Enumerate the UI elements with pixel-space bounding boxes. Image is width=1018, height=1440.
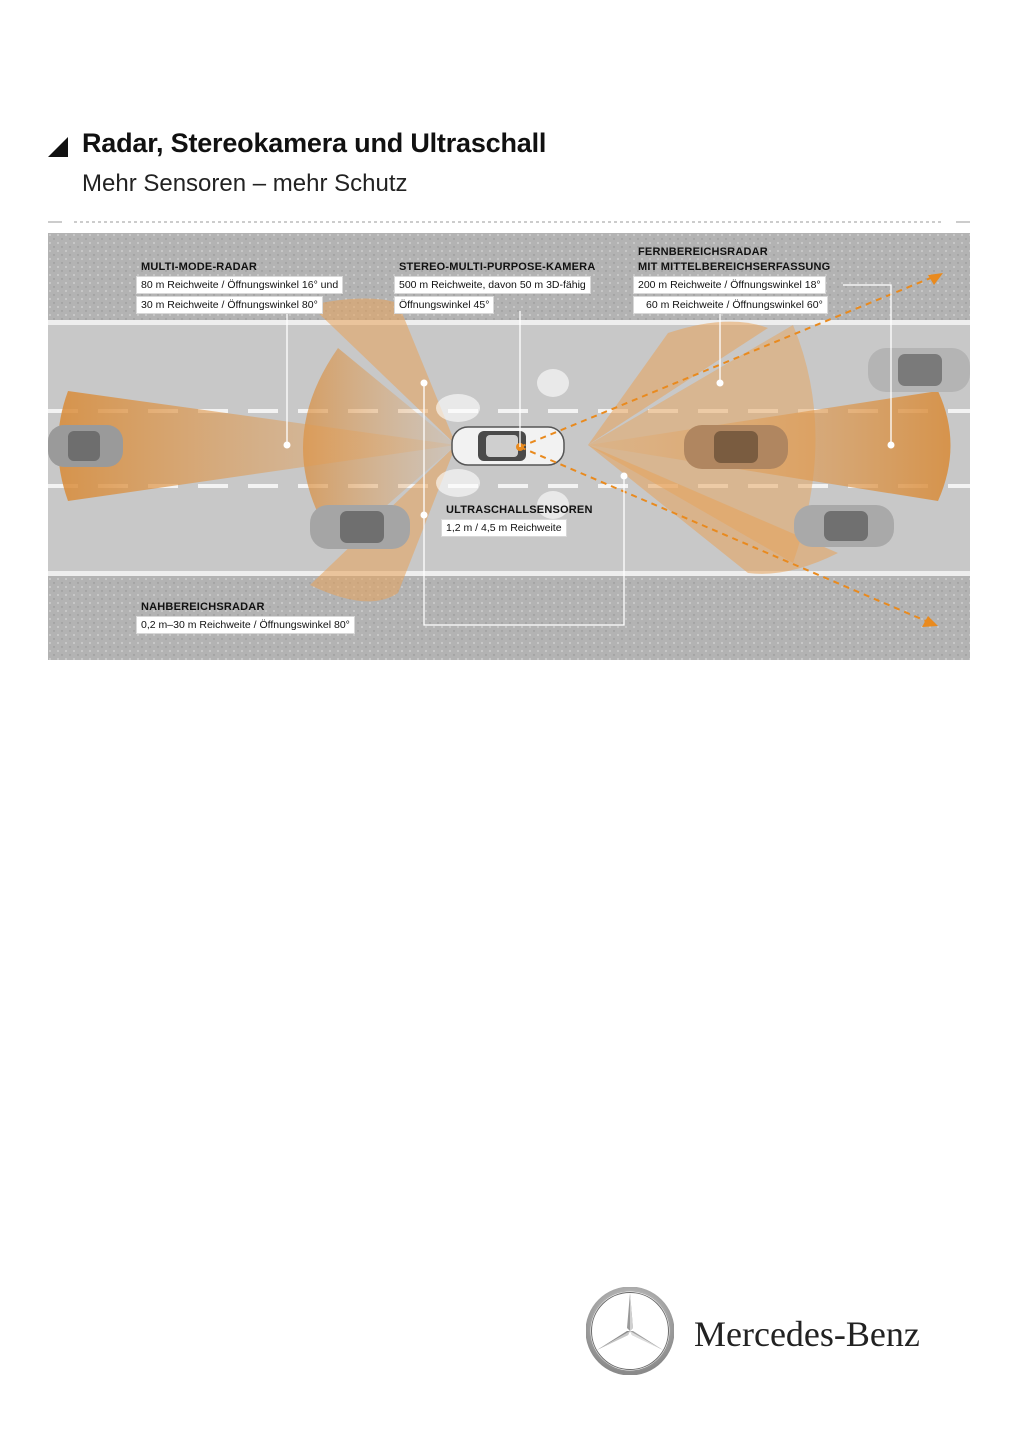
long-range-radar-spec-2: 60 m Reichweite / Öffnungswinkel 60°	[633, 296, 828, 314]
long-range-radar-heading-1: FERNBEREICHSRADAR	[638, 246, 768, 258]
ego-car	[452, 427, 564, 465]
three-pointed-star-icon	[586, 1287, 674, 1375]
car-rear-left-lane	[48, 425, 123, 467]
long-range-radar-heading-2: MIT MITTELBEREICHSERFASSUNG	[638, 261, 831, 273]
multi-mode-radar-heading: MULTI-MODE-RADAR	[141, 261, 258, 273]
short-range-radar-spec-1: 0,2 m–30 m Reichweite / Öffnungswinkel 80°	[136, 616, 355, 634]
ultrasonic-zone	[436, 394, 480, 422]
dashed-divider	[48, 221, 970, 223]
short-range-radar-heading: NAHBEREICHSRADAR	[141, 601, 265, 613]
car-front-center	[684, 425, 788, 469]
sensor-diagram	[48, 233, 970, 660]
multi-mode-radar-spec-2: 30 m Reichweite / Öffnungswinkel 80°	[136, 296, 323, 314]
stereo-camera-spec-1: 500 m Reichweite, davon 50 m 3D-fähig	[394, 276, 591, 294]
multi-mode-radar-spec-1: 80 m Reichweite / Öffnungswinkel 16° und	[136, 276, 343, 294]
long-range-radar-spec-1: 200 m Reichweite / Öffnungswinkel 18°	[633, 276, 826, 294]
car-far-left-lane	[868, 348, 970, 392]
stereo-camera-spec-2: Öffnungswinkel 45°	[394, 296, 494, 314]
page-title: Radar, Stereokamera und Ultraschall	[82, 128, 547, 158]
car-front-right-lane	[794, 505, 894, 547]
ultrasonic-spec-1: 1,2 m / 4,5 m Reichweite	[441, 519, 567, 537]
stereo-camera-heading: STEREO-MULTI-PURPOSE-KAMERA	[399, 261, 596, 273]
triangle-marker-icon	[48, 137, 68, 157]
car-rear-right-lane	[310, 505, 410, 549]
brand-wordmark: Mercedes-Benz	[694, 1314, 920, 1354]
page-subtitle: Mehr Sensoren – mehr Schutz	[82, 170, 408, 197]
ultrasonic-zone	[537, 369, 569, 397]
ultrasonic-heading: ULTRASCHALLSENSOREN	[446, 504, 593, 516]
ultrasonic-zone	[436, 469, 480, 497]
